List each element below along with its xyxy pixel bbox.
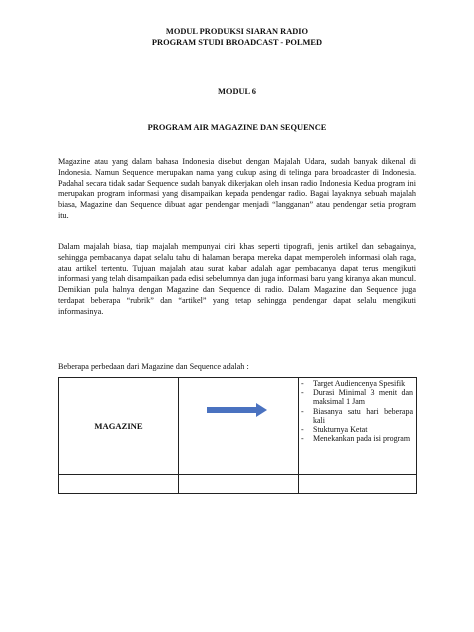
module-title: PROGRAM AIR MAGAZINE DAN SEQUENCE	[147, 123, 327, 132]
list-item-text: Biasanya satu hari beberapa kali	[313, 406, 413, 425]
paragraph-1: Magazine atau yang dalam bahasa Indonesia disebut dengan Majalah Udara, sudah banyak dikenal di Indonesia. Namun Sequence merupakan nama yang cukup asing di telinga para broadcaster di Indonesia. Padahal secara tidak sadar Sequence sudah banyak dikerjakan oleh insan radio Indonesia Kedua program ini merupakan program informasi yang disampaikan kepada pendengar radio. Bagai layaknya sebuah majalah biasa, Magazine dan Sequence dibuat agar pendengar menjadi “langganan” atau pendengar setia program itu.	[58, 157, 416, 220]
header-line-1: MODUL PRODUKSI SIARAN RADIO	[165, 27, 309, 36]
list-item-text: Target Audiencenya Spesifik	[313, 379, 406, 388]
list-item: - Menekankan pada isi program	[301, 434, 411, 444]
right-arrow-icon	[206, 403, 268, 417]
list-item-text: Stukturnya Ketat	[313, 425, 368, 435]
list-item-text: Menekankan pada isi program	[313, 434, 411, 444]
table-row-divider	[59, 474, 416, 475]
header-line-2: PROGRAM STUDI BROADCAST - POLMED	[151, 38, 323, 47]
paragraph-2: Dalam majalah biasa, tiap majalah mempunyai ciri khas seperti tipografi, jenis artikel dan sebagainya, sehingga pembacanya dapat selalu tahu di halaman berapa mereka dapat memperoleh informasi olah raga, atau artikel tertentu. Tujuan majalah atau surat kabar adalah agar pembacanya dapat terus mengikuti informasi yang telah disampaikan pada edisi sebelumnya dan juga informasi baru yang kiranya akan muncul. Demikian pula halnya dengan Magazine dan Sequence di radio. Dalam Magazine dan Sequence juga terdapat beberapa “rubrik” dan “artikel” yang tetap sehingga pendengar dapat selalu mengikuti informasinya.	[58, 242, 416, 316]
characteristics-list	[299, 378, 417, 443]
magazine-characteristics	[299, 378, 417, 474]
list-item-text: Durasi Minimal 3 menit dan maksimal 1 Jam	[313, 388, 413, 407]
list-item: - Stukturnya Ketat	[301, 425, 368, 435]
magazine-label: MAGAZINE	[94, 421, 143, 431]
arrow-cell	[178, 378, 298, 474]
module-number: MODUL 6	[218, 87, 256, 96]
comparison-table	[58, 377, 417, 494]
comparison-intro: Beberapa perbedaan dari Magazine dan Sequence adalah :	[58, 362, 249, 371]
list-item: - Target Audiencenya Spesifik	[301, 379, 406, 388]
list-item: - Durasi Minimal 3 menit dan maksimal 1 Jam	[301, 388, 413, 407]
list-item: - Biasanya satu hari beberapa kali	[301, 406, 413, 425]
